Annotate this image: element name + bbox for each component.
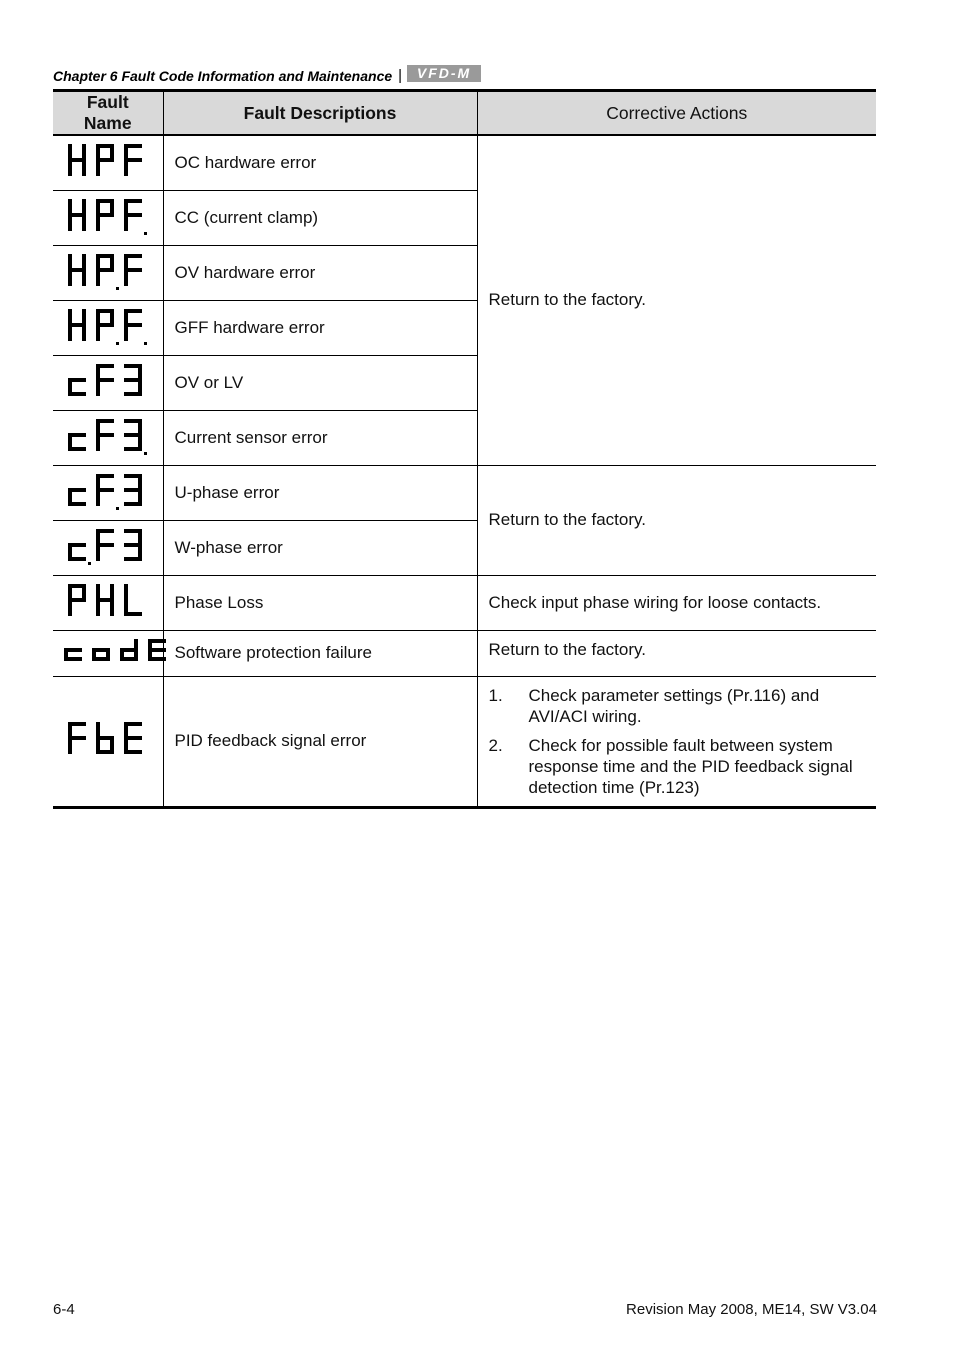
list-item xyxy=(489,685,866,727)
decimal-dot xyxy=(88,562,91,565)
segment-g xyxy=(96,158,114,162)
table-row xyxy=(53,630,876,676)
decimal-dot xyxy=(144,342,147,345)
corrective-action-list-cell xyxy=(477,676,876,807)
segment-g xyxy=(96,736,114,740)
segment-g xyxy=(120,648,138,652)
fault-code-cell xyxy=(53,355,163,410)
segment-d xyxy=(124,392,142,396)
segment-g xyxy=(124,213,142,217)
decimal-dot xyxy=(144,232,147,235)
segment-g xyxy=(96,598,114,602)
page-number: 6-4 xyxy=(53,1301,75,1318)
corrective-action: Return to the factory. xyxy=(477,135,876,465)
corrective-action: Check input phase wiring for loose contacts. xyxy=(477,575,876,630)
segment-g xyxy=(92,648,110,652)
col-fault-descriptions: Fault Descriptions xyxy=(163,91,477,136)
fault-code-display xyxy=(68,584,148,622)
segment-g xyxy=(96,378,114,382)
fault-code-cell xyxy=(53,676,163,807)
segment-g xyxy=(68,488,86,492)
corrective-action: Return to the factory. xyxy=(477,465,876,575)
segment-g xyxy=(68,378,86,382)
list-item xyxy=(489,735,866,798)
segment-g xyxy=(96,488,114,492)
fault-code-display xyxy=(68,529,148,567)
fault-code-cell xyxy=(53,245,163,300)
segment-d xyxy=(124,502,142,506)
decimal-dot xyxy=(116,342,119,345)
fault-code-display xyxy=(68,419,148,457)
list-item-number: 2. xyxy=(488,735,503,755)
segment-g xyxy=(68,323,86,327)
logo-text: VFD-M xyxy=(416,65,472,81)
fault-description: U-phase error xyxy=(163,465,477,520)
fault-description: OV or LV xyxy=(163,355,477,410)
fault-code-display xyxy=(68,309,148,347)
segment-g xyxy=(124,268,142,272)
header-separator: | xyxy=(398,67,403,84)
fault-description: PID feedback signal error xyxy=(163,676,477,807)
fault-description: Current sensor error xyxy=(163,410,477,465)
table-row xyxy=(53,575,876,630)
corrective-action: Return to the factory. xyxy=(477,630,876,676)
fault-code-cell xyxy=(53,575,163,630)
col-fault-name: Fault Name xyxy=(53,91,163,136)
fault-description: Software protection failure xyxy=(163,630,477,676)
segment-g xyxy=(124,488,142,492)
revision-info: Revision May 2008, ME14, SW V3.04 xyxy=(626,1301,877,1318)
chapter-title: Chapter 6 Fault Code Information and Maintenance xyxy=(53,67,393,84)
col-corrective-actions: Corrective Actions xyxy=(477,91,876,136)
page-header xyxy=(53,67,481,84)
segment-g xyxy=(68,598,86,602)
segment-g xyxy=(64,648,82,652)
segment-d xyxy=(124,557,142,561)
decimal-dot xyxy=(116,507,119,510)
fault-code-table xyxy=(53,89,876,809)
decimal-dot xyxy=(144,452,147,455)
fault-code-cell xyxy=(53,630,163,676)
fault-code-cell xyxy=(53,135,163,190)
segment-g xyxy=(148,648,166,652)
segment-g xyxy=(96,543,114,547)
fault-code-cell xyxy=(53,410,163,465)
fault-code-cell xyxy=(53,190,163,245)
segment-g xyxy=(68,543,86,547)
table-row xyxy=(53,135,876,190)
fault-code-display xyxy=(68,254,148,292)
fault-description: CC (current clamp) xyxy=(163,190,477,245)
segment-g xyxy=(68,158,86,162)
table-header-row xyxy=(53,91,876,136)
fault-code-cell xyxy=(53,520,163,575)
segment-g xyxy=(124,736,142,740)
segment-g xyxy=(68,268,86,272)
fault-code-display xyxy=(64,639,172,667)
segment-d xyxy=(124,447,142,451)
segment-g xyxy=(96,323,114,327)
table-row xyxy=(53,465,876,520)
segment-g xyxy=(96,433,114,437)
segment-g xyxy=(68,736,86,740)
segment-g xyxy=(68,433,86,437)
corrective-action-list xyxy=(489,685,866,798)
segment-g xyxy=(124,543,142,547)
segment-g xyxy=(68,213,86,217)
list-item-text: Check for possible fault between system response time and the PID feedback signal detection time (Pr.123) xyxy=(528,735,853,797)
segment-g xyxy=(96,213,114,217)
list-item-text: Check parameter settings (Pr.116) and AVI/ACI wiring. xyxy=(528,685,820,726)
segment-f xyxy=(124,584,128,602)
fault-code-display xyxy=(68,199,148,237)
fault-description: W-phase error xyxy=(163,520,477,575)
fault-code-display xyxy=(68,722,148,760)
table-row xyxy=(53,676,876,807)
segment-g xyxy=(124,433,142,437)
vfd-m-logo xyxy=(407,65,481,82)
fault-description: OV hardware error xyxy=(163,245,477,300)
fault-description: OC hardware error xyxy=(163,135,477,190)
decimal-dot xyxy=(116,287,119,290)
fault-code-cell xyxy=(53,300,163,355)
segment-g xyxy=(96,268,114,272)
fault-code-display xyxy=(68,364,148,402)
fault-code-display xyxy=(68,144,148,182)
segment-g xyxy=(124,158,142,162)
fault-description: Phase Loss xyxy=(163,575,477,630)
fault-code-display xyxy=(68,474,148,512)
segment-g xyxy=(124,378,142,382)
segment-g xyxy=(124,323,142,327)
fault-code-cell xyxy=(53,465,163,520)
list-item-number: 1. xyxy=(488,685,503,705)
fault-description: GFF hardware error xyxy=(163,300,477,355)
